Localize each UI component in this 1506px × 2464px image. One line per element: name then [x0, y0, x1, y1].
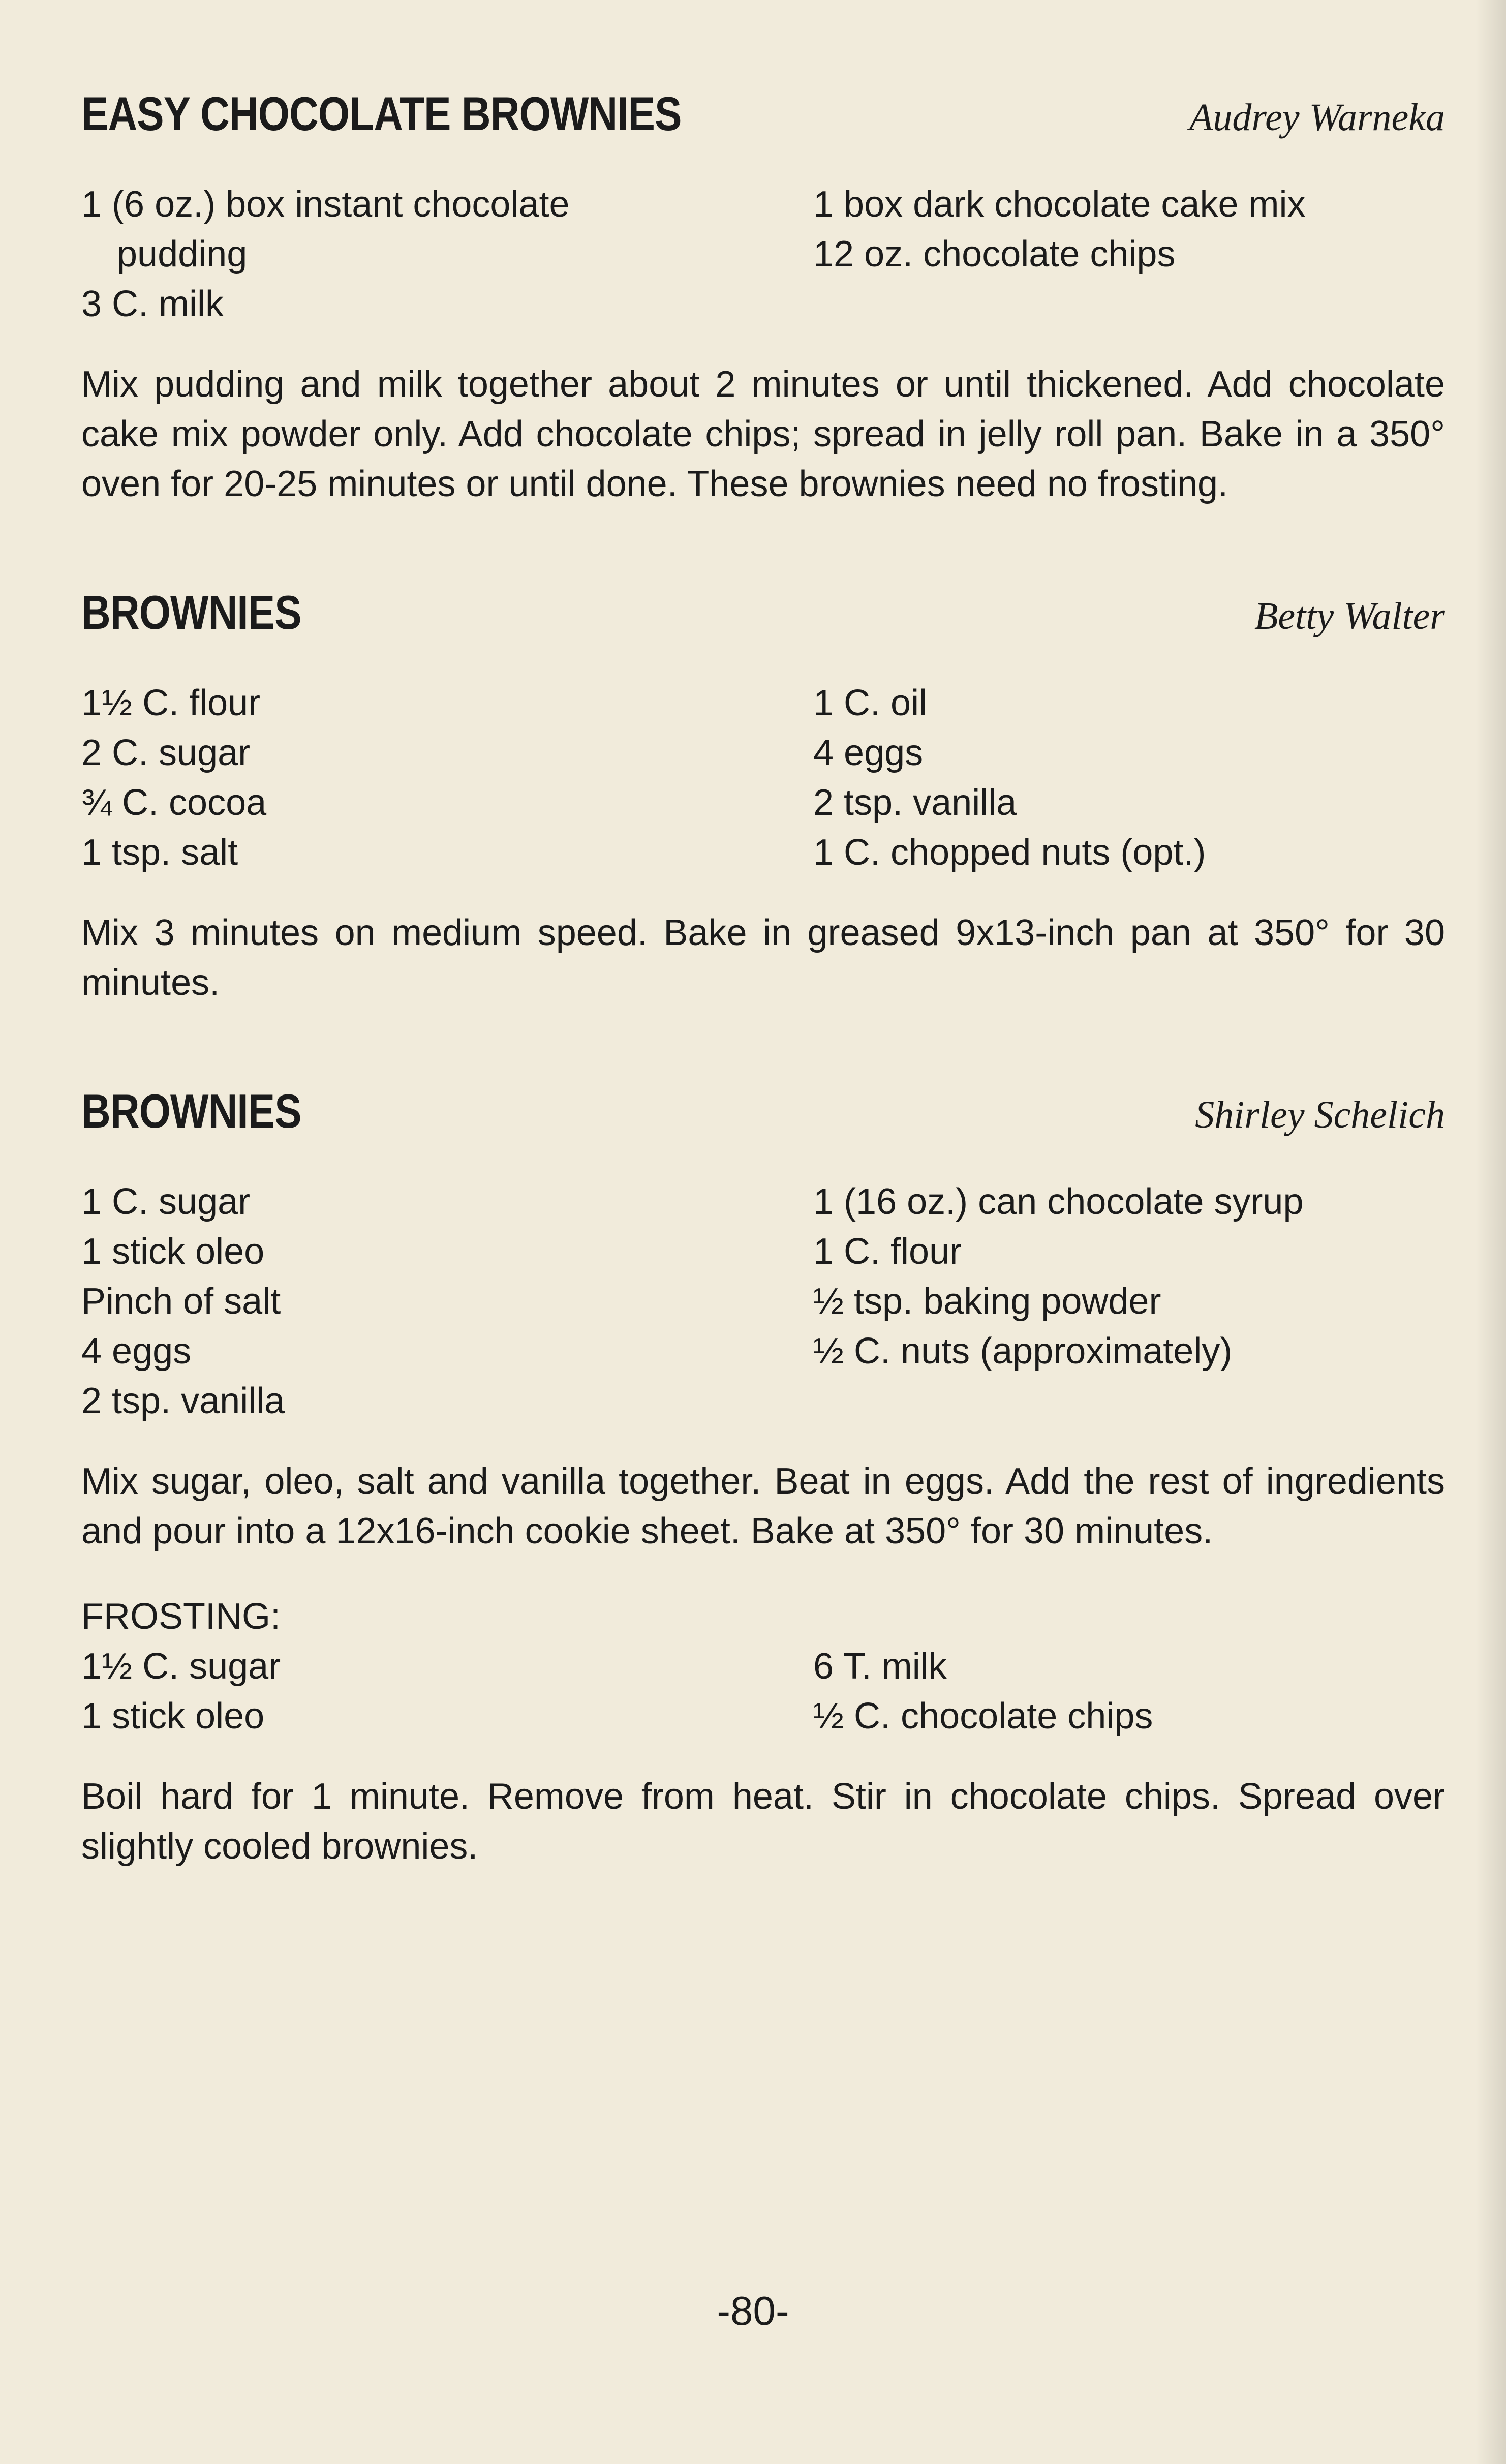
ingredient-item: ¾ C. cocoa	[81, 782, 267, 823]
recipe-header	[81, 585, 1445, 640]
frosting-label: FROSTING:	[81, 1596, 281, 1637]
recipe-instructions: Mix 3 minutes on medium speed. Bake in greased 9x13-inch pan at 350° for 30 minutes.	[81, 912, 1445, 1003]
recipe-author: Betty Walter	[1254, 595, 1445, 637]
recipe-easy-chocolate-brownies	[81, 86, 1445, 509]
ingredient-list	[81, 678, 1445, 877]
ingredient-item: 1 (16 oz.) can chocolate syrup	[813, 1181, 1304, 1222]
ingredient-item: ½ tsp. baking powder	[813, 1281, 1161, 1322]
frosting-instructions: Boil hard for 1 minute. Remove from heat. Stir in chocolate chips. Spread over slightly cooled brownies.	[81, 1776, 1445, 1867]
recipe-header	[81, 1084, 1445, 1139]
ingredient-item: 1 C. chopped nuts (opt.)	[813, 832, 1206, 873]
ingredient-item: 2 tsp. vanilla	[813, 782, 1017, 823]
ingredient-item: 1½ C. flour	[81, 683, 261, 723]
recipe-author: Audrey Warneka	[1189, 96, 1445, 139]
ingredient-item: 2 C. sugar	[81, 733, 251, 773]
ingredient-item: ½ C. nuts (approximately)	[813, 1331, 1233, 1372]
ingredient-item: 2 tsp. vanilla	[81, 1381, 285, 1421]
ingredient-column-left	[81, 1177, 813, 1426]
recipe-header	[81, 86, 1445, 141]
recipe-title: BROWNIES	[81, 586, 301, 639]
ingredient-item: 1 stick oleo	[81, 1696, 265, 1737]
ingredient-item: pudding	[117, 234, 248, 275]
recipe-title: EASY CHOCOLATE BROWNIES	[81, 87, 682, 140]
page-number: -80-	[717, 2288, 789, 2333]
ingredient-column-left	[81, 179, 813, 329]
recipe-title: BROWNIES	[81, 1084, 301, 1138]
ingredient-column-right	[813, 179, 1445, 329]
ingredient-item: 12 oz. chocolate chips	[813, 234, 1176, 275]
ingredient-item: 1 C. flour	[813, 1231, 962, 1272]
ingredient-item: 6 T. milk	[813, 1646, 947, 1687]
ingredient-item: 1 C. oil	[813, 683, 928, 723]
ingredient-column-right	[813, 1177, 1445, 1426]
recipe-brownies-schelich	[81, 1084, 1445, 1871]
ingredient-column-left	[81, 1641, 813, 1741]
ingredient-item: 1 box dark chocolate cake mix	[813, 184, 1306, 225]
ingredient-item: ½ C. chocolate chips	[813, 1696, 1153, 1737]
ingredient-item: 1½ C. sugar	[81, 1646, 281, 1687]
frosting-section	[81, 1592, 1445, 1871]
ingredient-item: 1 C. sugar	[81, 1181, 251, 1222]
ingredient-column-right	[813, 678, 1445, 877]
ingredient-column-left	[81, 678, 813, 877]
ingredient-list	[81, 1177, 1445, 1426]
ingredient-item: Pinch of salt	[81, 1281, 281, 1322]
ingredient-item: 1 (6 oz.) box instant chocolate	[81, 184, 570, 225]
ingredient-list	[81, 1641, 1445, 1741]
ingredient-item: 1 stick oleo	[81, 1231, 265, 1272]
recipe-instructions: Mix sugar, oleo, salt and vanilla together. Beat in eggs. Add the rest of ingredients and pour into a 12x16-inch cookie sheet. Bake at 350° for 30 minutes.	[81, 1461, 1445, 1552]
ingredient-item: 4 eggs	[813, 733, 924, 773]
recipe-brownies-walter	[81, 585, 1445, 1008]
ingredient-list	[81, 179, 1445, 329]
recipe-instructions: Mix pudding and milk together about 2 minutes or until thickened. Add chocolate cake mix powder only. Add chocolate chips; spread in jelly roll pan. Bake in a 350° oven for 20-25 minutes or until done. These brownies need no frosting.	[81, 364, 1445, 504]
ingredient-item: 4 eggs	[81, 1331, 192, 1372]
ingredient-item: 3 C. milk	[81, 284, 224, 324]
recipe-author: Shirley Schelich	[1195, 1093, 1445, 1136]
ingredient-item: 1 tsp. salt	[81, 832, 238, 873]
ingredient-column-right	[813, 1641, 1445, 1741]
